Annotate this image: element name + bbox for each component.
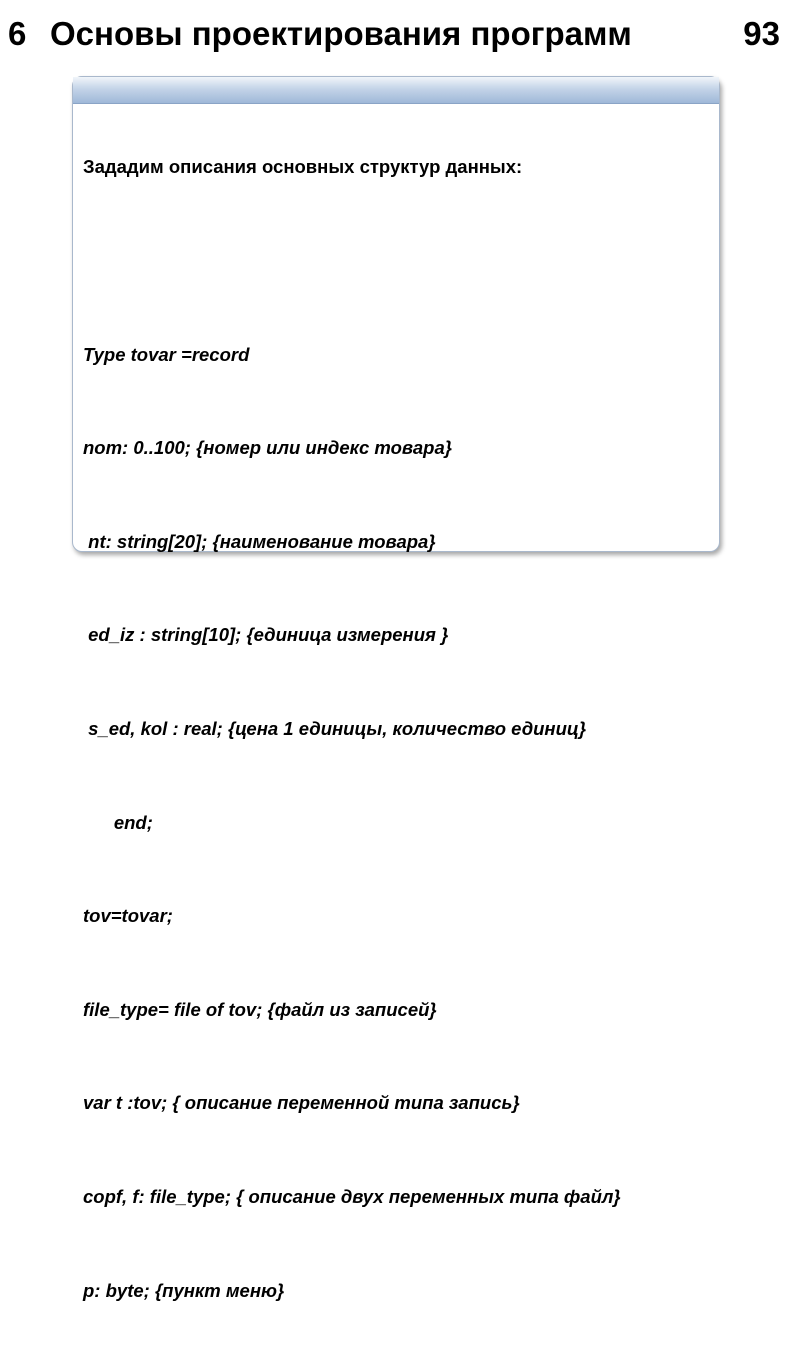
chapter-title: Основы проектирования программ — [50, 15, 632, 52]
code-line: p: byte; {пункт меню} — [83, 1279, 285, 1301]
code-line: tov=tovar; — [83, 905, 173, 927]
intro-text: Зададим описания основных структур данных: — [83, 156, 523, 178]
code-line: ed_iz : string[10]; {единица измерения } — [83, 624, 449, 646]
code-line: nom: 0..100; {номер или индекс товара} — [83, 437, 452, 459]
chapter-number: 6 — [8, 15, 27, 52]
page-number: 93 — [743, 15, 780, 52]
blank-line — [83, 245, 723, 276]
code-line: end; — [83, 811, 153, 833]
code-line: s_ed, kol : real; {цена 1 единицы, количество единиц} — [83, 717, 587, 739]
code-line: var t :tov; { описание переменной типа запись} — [83, 1092, 520, 1114]
code-line: copf, f: file_type; { описание двух переменных типа файл} — [83, 1185, 621, 1207]
code-line: nt: string[20]; {наименование товара} — [83, 530, 436, 552]
code-line: Type tovar =record — [83, 343, 250, 365]
content-text — [83, 89, 723, 1368]
code-line: file_type= file of tov; {файл из записей} — [83, 998, 437, 1020]
content-box — [72, 76, 720, 1301]
slide-header — [0, 0, 800, 70]
